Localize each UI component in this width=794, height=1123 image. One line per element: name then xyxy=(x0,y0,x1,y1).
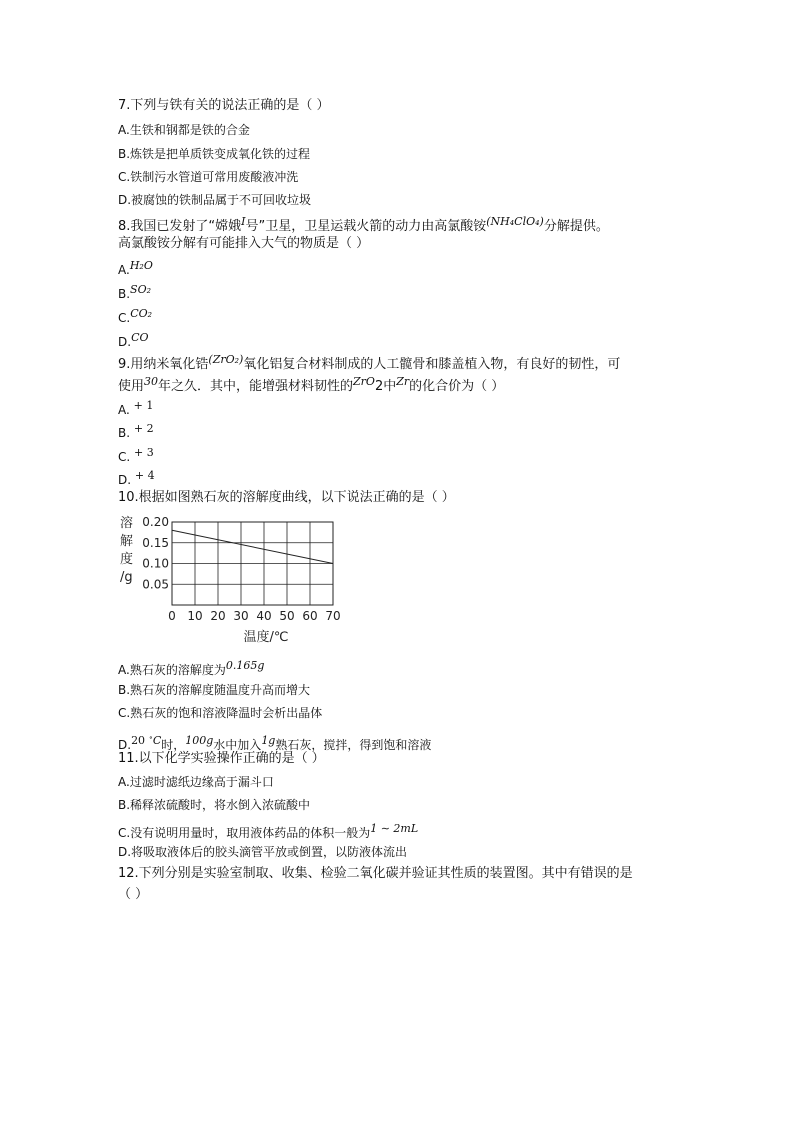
solubility-curve xyxy=(172,530,333,563)
y-tick-label: 0.20 xyxy=(142,515,169,529)
q8-option-a-value: H₂O xyxy=(129,259,153,272)
q9-option-c-value: + 3 xyxy=(134,446,154,459)
y-tick-label: 0.10 xyxy=(142,556,169,571)
q12-stem-line2: （ ） xyxy=(118,887,149,902)
q10-d-math3: 100g xyxy=(185,734,214,747)
q9-option-c-label: C. xyxy=(118,450,131,464)
y-axis-label-char: 度 xyxy=(120,552,134,567)
q10-option-b: B.熟石灰的溶解度随温度升高而增大 xyxy=(118,683,311,697)
q8-option-d-label: D. xyxy=(118,335,132,349)
q10-option-a-text: A.熟石灰的溶解度为 xyxy=(118,663,226,677)
q11-option-d: D.将吸取液体后的胶头滴管平放或倒置，以防液体流出 xyxy=(118,845,408,859)
q8-option-d xyxy=(118,329,149,351)
q11-option-c-math: 1 ∼ 2mL xyxy=(370,822,419,835)
x-tick-label: 30 xyxy=(233,609,249,623)
q8-option-c-value: CO₂ xyxy=(130,307,153,320)
q9-stem-part2: 氧化铝复合材料制成的人工髋骨和膝盖植入物，有良好的韧性，可 xyxy=(243,357,621,372)
q9-stem-part1: 9.用纳米氧化锆 xyxy=(118,357,209,372)
y-axis-label-char: 溶 xyxy=(120,516,134,531)
q8-stem-line1 xyxy=(118,213,609,236)
q8-option-b xyxy=(118,281,151,303)
q11-option-a: A.过滤时滤纸边缘高于漏斗口 xyxy=(118,775,274,789)
q9-option-b-value: + 2 xyxy=(133,422,154,435)
q9-option-d xyxy=(118,467,155,489)
y-axis-label-char: 解 xyxy=(120,534,134,549)
q8-option-b-value: SO₂ xyxy=(130,283,152,296)
q11-option-c xyxy=(118,820,418,842)
q9-line2-part2: 年之久．其中，能增强材料韧性的 xyxy=(158,379,354,394)
x-tick-label: 40 xyxy=(256,609,272,623)
q9-option-a-value: + 1 xyxy=(133,399,154,412)
q8-formula: (NH₄ClO₄) xyxy=(486,215,544,228)
q8-option-a-label: A. xyxy=(118,263,130,277)
q8-option-b-label: B. xyxy=(118,287,131,301)
q11-stem: 11.以下化学实验操作正确的是（ ） xyxy=(118,751,325,766)
q10-d-math4: 1g xyxy=(261,734,276,747)
q9-stem-line1 xyxy=(118,351,620,374)
q9-stem-line2 xyxy=(118,373,504,396)
x-axis-label: 温度/℃ xyxy=(243,630,289,645)
x-tick-label: 50 xyxy=(279,609,295,623)
q9-option-d-label: D. xyxy=(118,473,132,487)
q9-line2-math2: ZrO xyxy=(353,375,375,388)
q8-option-d-value: CO xyxy=(131,331,149,344)
x-tick-label: 0 xyxy=(168,609,176,623)
y-tick-label: 0.15 xyxy=(142,535,169,550)
q10-d-text2: 水中加入 xyxy=(213,738,262,752)
solubility-curve-chart xyxy=(118,512,358,650)
q10-d-math2: C xyxy=(152,734,162,747)
q12-stem: 12.下列分别是实验室制取、收集、检验二氧化碳并验证其性质的装置图。其中有错误的是 xyxy=(118,866,633,881)
q9-line2-part1: 使用 xyxy=(118,379,145,394)
q9-formula: (ZrO₂) xyxy=(208,353,244,366)
q8-stem-part1: 8.我国已发射了“嫦娥 xyxy=(118,219,242,234)
q7-option-d: D.被腐蚀的铁制品属于不可回收垃圾 xyxy=(118,193,312,207)
q10-option-c: C.熟石灰的饱和溶液降温时会析出晶体 xyxy=(118,706,323,720)
q10-option-a-math: 0.165g xyxy=(225,659,265,672)
q10-d-text1: 时， xyxy=(161,738,186,752)
q8-option-c-label: C. xyxy=(118,311,131,325)
q10-option-a xyxy=(118,657,264,679)
q7-option-b: B.炼铁是把单质铁变成氧化铁的过程 xyxy=(118,147,311,161)
q10-option-d-label: D. xyxy=(118,738,132,752)
q10-stem: 10.根据如图熟石灰的溶解度曲线，以下说法正确的是（ ） xyxy=(118,490,455,505)
q9-option-b-label: B. xyxy=(118,426,131,440)
q11-option-c-text: C.没有说明用量时，取用液体药品的体积一般为 xyxy=(118,826,371,840)
x-tick-label: 70 xyxy=(325,609,341,623)
q9-option-d-value: + 4 xyxy=(134,469,155,482)
q11-option-b: B.稀释浓硫酸时，将水倒入浓硫酸中 xyxy=(118,798,311,812)
q8-option-c xyxy=(118,305,152,327)
q9-option-a-label: A. xyxy=(118,403,130,417)
q9-option-c xyxy=(118,444,154,466)
q9-line2-math1: 30 xyxy=(144,375,159,388)
x-tick-label: 60 xyxy=(302,609,318,623)
q7-option-c: C.铁制污水管道可常用废酸液冲洗 xyxy=(118,170,299,184)
q8-stem-part3: 分解提供。 xyxy=(543,219,609,234)
q7-option-a: A.生铁和钢都是铁的合金 xyxy=(118,123,250,137)
q9-line2-part4: 的化合价为（ ） xyxy=(409,379,505,394)
x-tick-label: 20 xyxy=(210,609,226,623)
x-tick-label: 10 xyxy=(187,609,203,623)
q10-d-math1: 20 xyxy=(131,734,146,747)
q7-stem: 7.下列与铁有关的说法正确的是（ ） xyxy=(118,98,330,113)
q9-line2-part3: 2中 xyxy=(374,379,397,394)
y-tick-label: 0.05 xyxy=(142,577,169,592)
q10-d-text3: 熟石灰，搅拌，得到饱和溶液 xyxy=(275,738,432,752)
q8-stem-part2: 号”卫星，卫星运载火箭的动力由高氯酸铵 xyxy=(245,219,487,234)
q8-stem-line2: 高氯酸铵分解有可能排入大气的物质是（ ） xyxy=(118,236,370,251)
y-axis-label-char: /g xyxy=(120,570,133,585)
q9-line2-math3: Zr xyxy=(396,375,410,388)
q8-stem-math1: I xyxy=(241,215,246,228)
q9-option-a xyxy=(118,397,153,419)
q8-option-a xyxy=(118,257,153,279)
q9-option-b xyxy=(118,420,154,442)
q10-d-degree: ∘ xyxy=(148,733,153,742)
